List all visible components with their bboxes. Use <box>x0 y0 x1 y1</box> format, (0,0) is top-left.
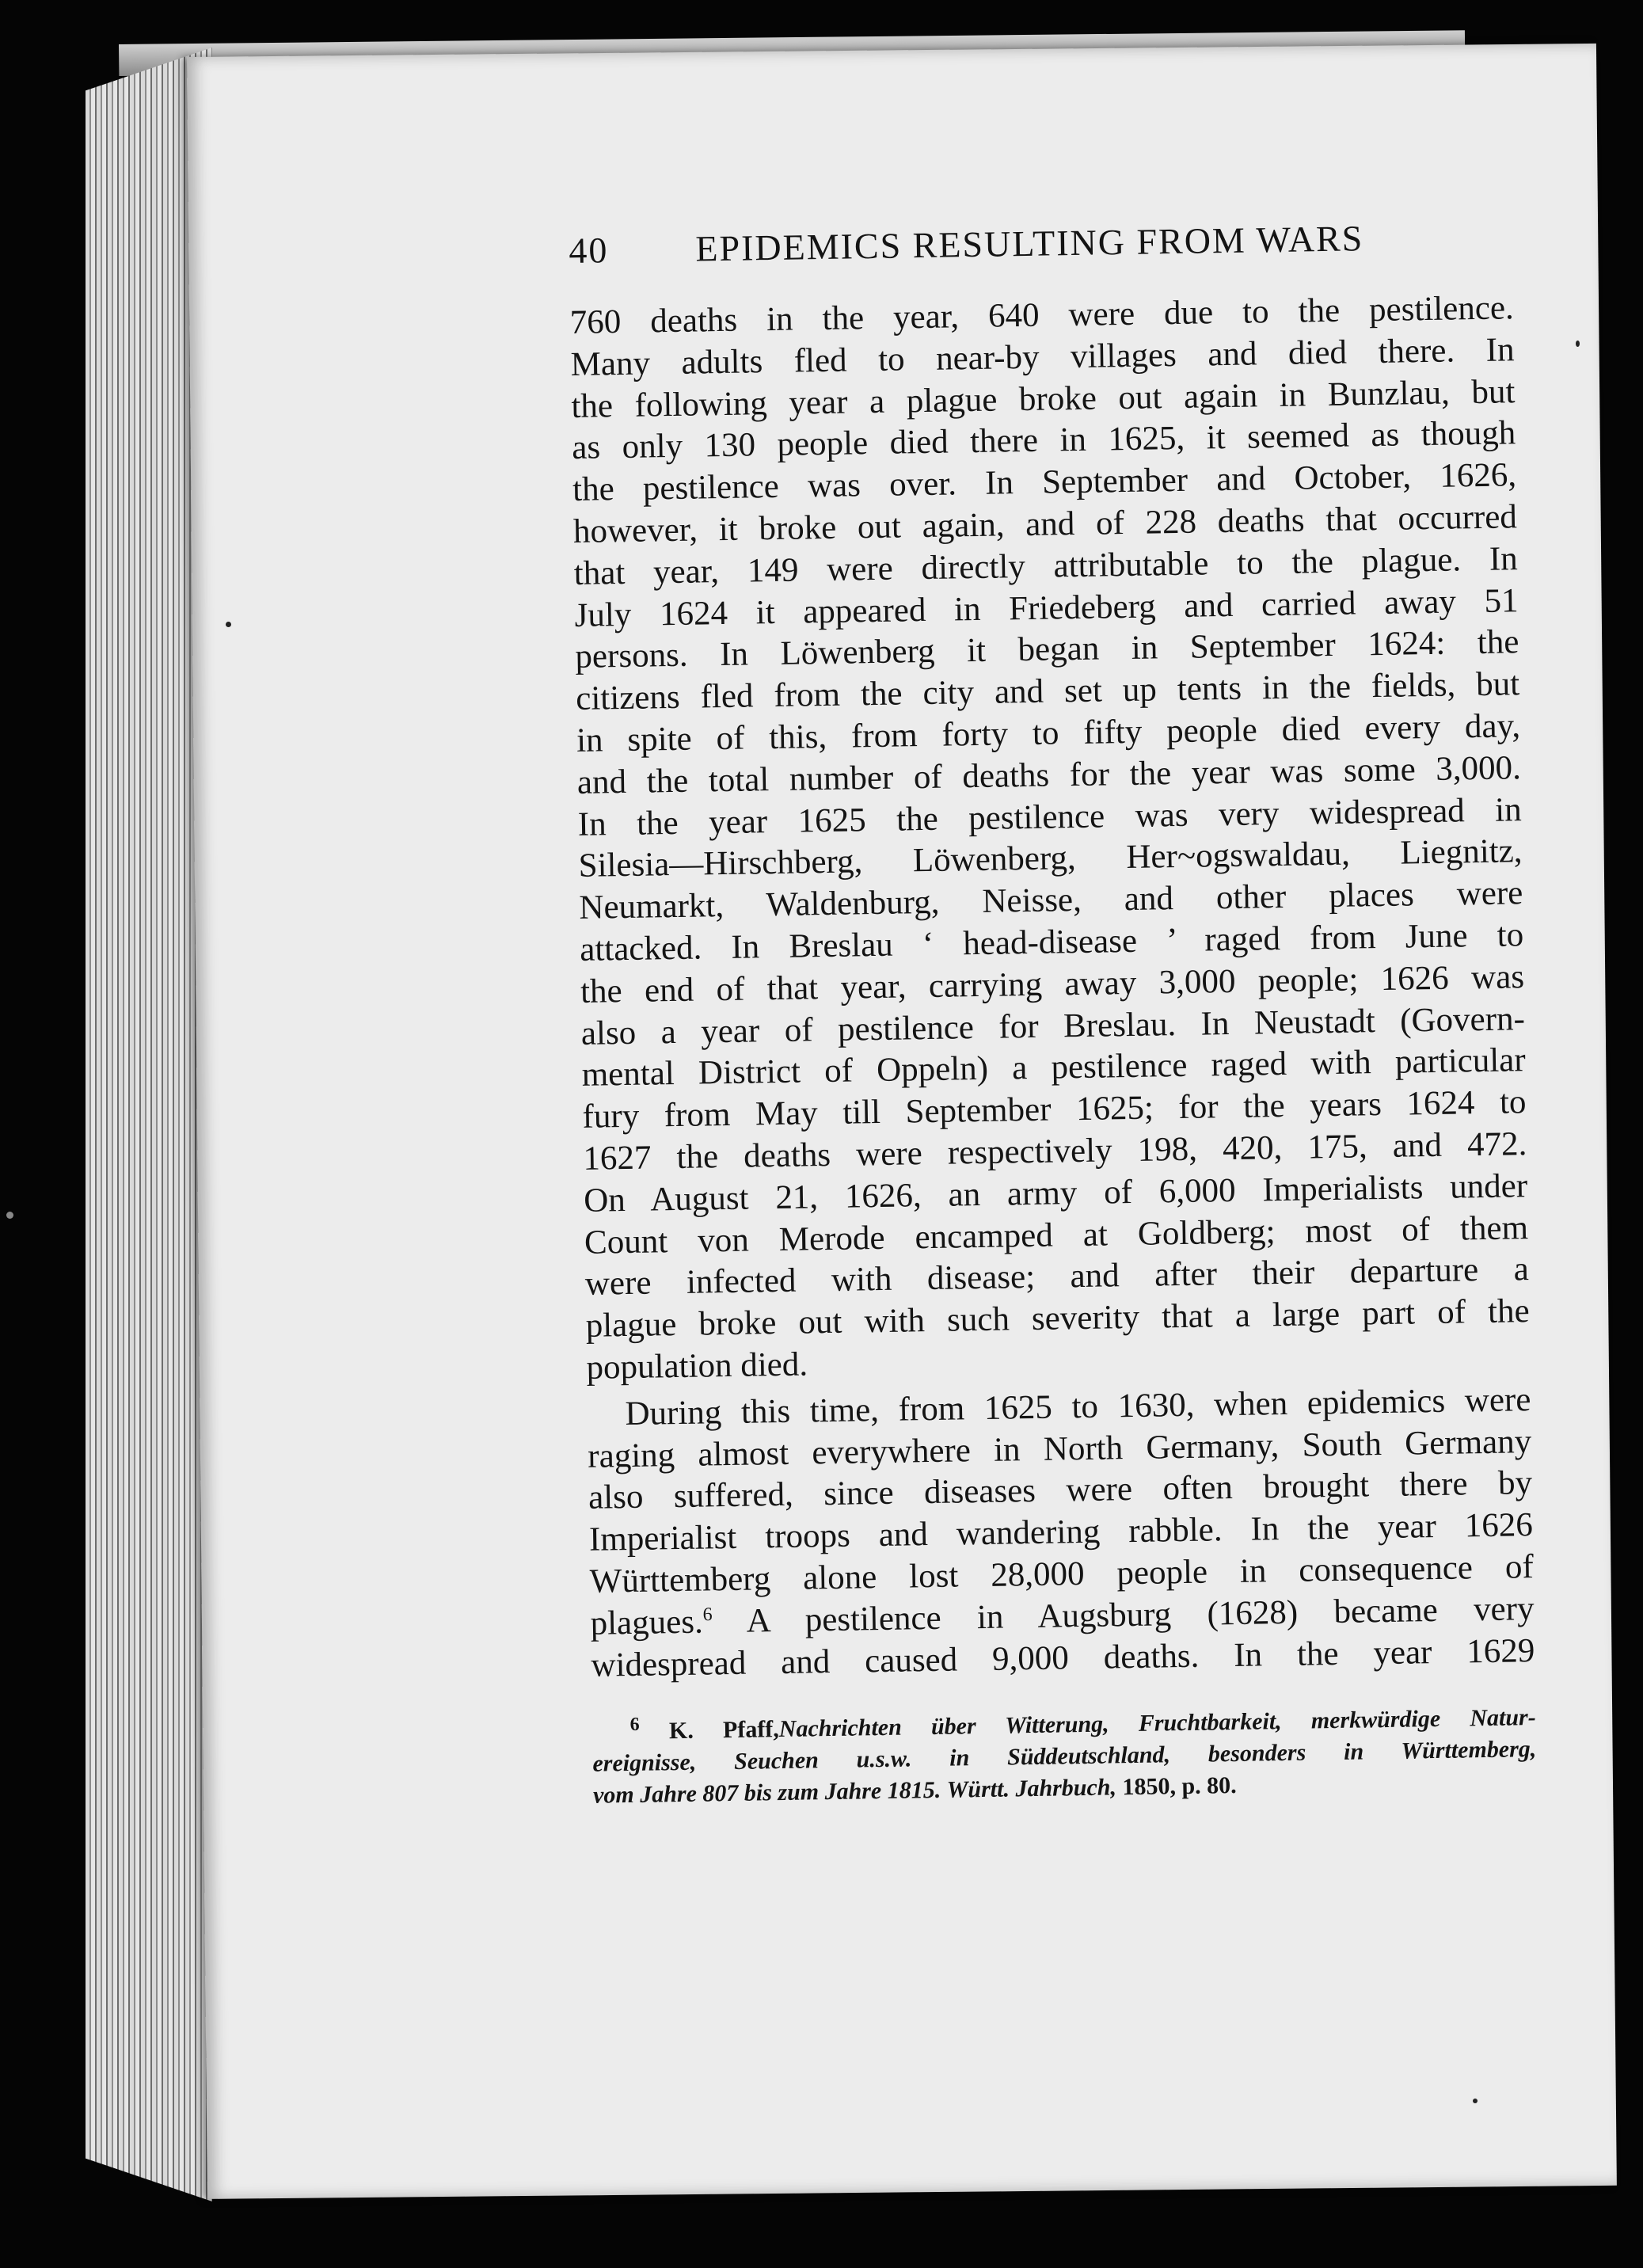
footnote-title: vom Jahre 807 bis zum Jahre 1815. <box>592 1777 941 1809</box>
text-fragment: A pestilence in Augsburg (1628) became very <box>712 1589 1535 1641</box>
text-line: in spite of this, from forty to fifty people died every day, <box>576 707 1521 759</box>
text-line: mental District of Oppeln) a pestilence raged with particular <box>581 1041 1526 1094</box>
text-line: On August 21, 1626, an army of 6,000 Imperialists under <box>583 1166 1528 1220</box>
text-line: Silesia—Hirschberg, Löwenberg, Her~ogswaldau, Liegnitz, <box>578 832 1523 885</box>
footnote-author: K. Pfaff, <box>668 1716 780 1745</box>
text-line: as only 130 people died there in 1625, it seemed as though <box>571 414 1516 467</box>
paragraph-2 <box>587 1379 1535 1687</box>
text-line: 760 deaths in the year, 640 were due to the pestilence. <box>569 289 1515 341</box>
text-line: the end of that year, carrying away 3,000 people; 1626 was <box>580 957 1525 1010</box>
footnote-citation: 1850, p. 80. <box>1122 1772 1237 1801</box>
text-line: plague broke out with such severity that a large part of the <box>585 1292 1530 1345</box>
text-line: also suffered, since diseases were often brought there by <box>588 1464 1533 1517</box>
text-line: Count von Merode encamped at Goldberg; most of them <box>584 1208 1529 1261</box>
footnote-title: ereignisse, Seuchen u.s.w. in Süddeutschland, besonders in Württemberg, <box>592 1736 1537 1778</box>
text-line: In the year 1625 the pestilence was very widespread in <box>577 790 1523 843</box>
text-line: 1627 the deaths were respectively 198, 420, 175, and 472. <box>583 1125 1527 1178</box>
footnote <box>592 1702 1538 1812</box>
text-line: were infected with disease; and after their departure a <box>584 1250 1530 1303</box>
text-block <box>569 215 1537 1812</box>
text-line: however, it broke out again, and of 228 deaths that occurred <box>572 498 1518 550</box>
page-number: 40 <box>569 230 609 271</box>
footnote-marker: 6 <box>629 1714 640 1736</box>
text-line: Neumarkt, Waldenburg, Neisse, and other places were <box>579 874 1523 927</box>
text-line: also a year of pestilence for Breslau. In Neustadt (Govern- <box>580 999 1526 1052</box>
footnote-reference: 6 <box>702 1604 713 1625</box>
dust-speck <box>6 1212 13 1219</box>
text-line: population died. <box>586 1345 808 1387</box>
text-line: citizens fled from the city and set up tents in the fields, but <box>575 665 1520 718</box>
paragraph-1 <box>569 287 1530 1389</box>
text-line: Württemberg alone lost 28,000 people in consequence of <box>589 1547 1535 1600</box>
dust-speck <box>1473 2099 1478 2103</box>
text-line: widespread and caused 9,000 deaths. In the year 1629 <box>591 1631 1535 1684</box>
footnote-journal: Württ. Jahrbuch, <box>946 1774 1117 1804</box>
dust-speck <box>1576 341 1580 347</box>
text-line: Many adults fled to near-by villages and died there. In <box>570 331 1515 383</box>
text-line: the following year a plague broke out again in Bunzlau, but <box>571 372 1516 425</box>
dust-speck <box>226 622 231 627</box>
text-line: and the total number of deaths for the year was some 3,000. <box>576 748 1522 801</box>
text-line: July 1624 it appeared in Friedeberg and carried away 51 <box>574 581 1519 634</box>
text-line: raging almost everywhere in North Germany, South Germany <box>587 1422 1532 1475</box>
text-line: Imperialist troops and wandering rabble. In the year 1626 <box>588 1506 1534 1558</box>
text-line: During this time, from 1625 to 1630, when epidemics were <box>625 1380 1531 1433</box>
text-line: the pestilence was over. In September and October, 1626, <box>572 456 1517 509</box>
text-line: fury from May till September 1625; for the years 1624 to <box>582 1083 1527 1136</box>
text-line: attacked. In Breslau ‘ head-disease ’ raged from June to <box>579 916 1524 968</box>
text-line: that year, 149 were directly attributable to the plague. In <box>573 540 1519 592</box>
text-fragment: plagues. <box>590 1603 704 1642</box>
body-text <box>569 287 1535 1687</box>
running-head-title: EPIDEMICS RESULTING FROM WARS <box>694 218 1364 269</box>
footnote-title: Nachrichten über Witterung, Fruchtbarkeit, merkwürdige Natur- <box>778 1704 1536 1743</box>
text-line: persons. In Löwenberg it began in September 1624: the <box>575 623 1519 676</box>
